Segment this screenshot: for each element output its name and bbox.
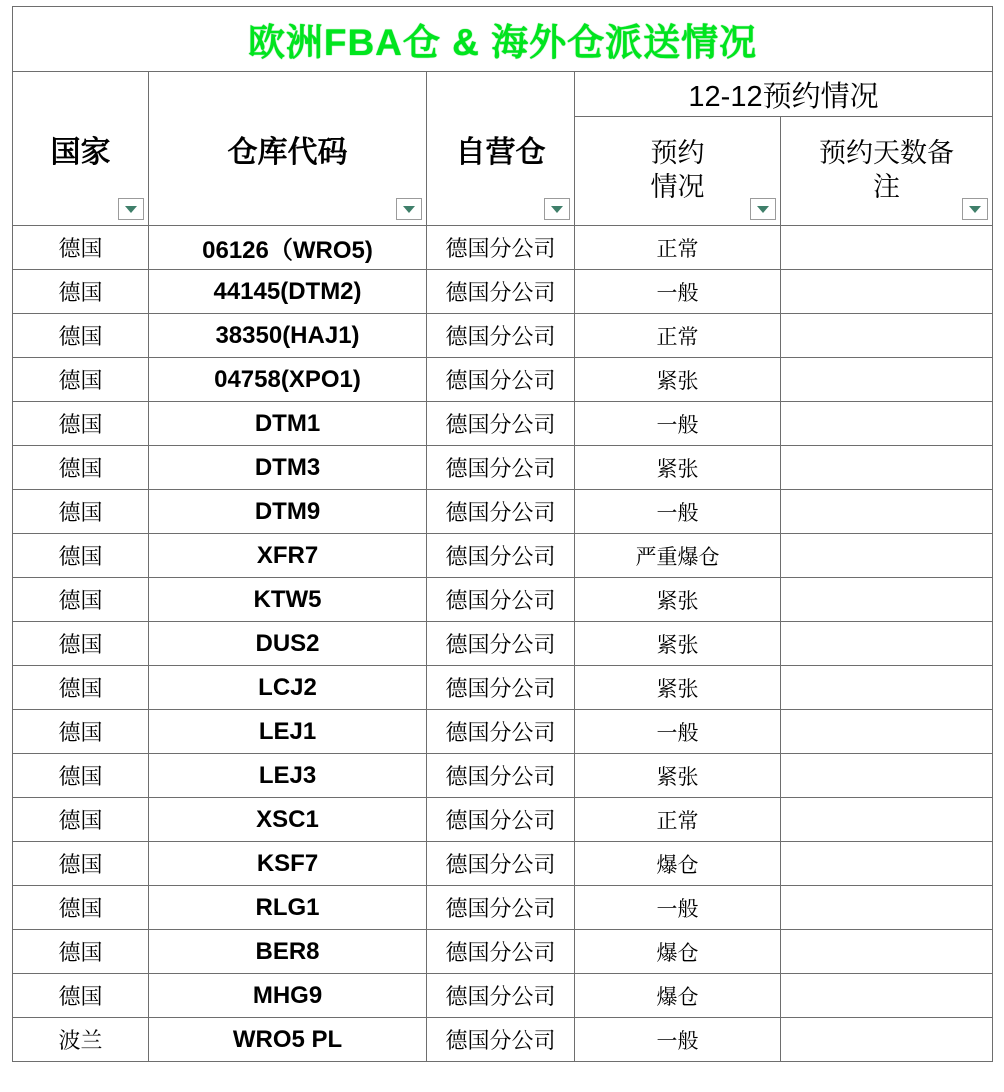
cell-self-warehouse: 德国分公司 [427, 798, 575, 842]
table-row [13, 534, 993, 578]
cell-warehouse-code: LCJ2 [149, 666, 427, 710]
cell-booking-days-note [781, 974, 993, 1018]
cell-country: 德国 [13, 622, 149, 666]
cell-warehouse-code: 38350(HAJ1) [149, 314, 427, 358]
cell-country: 德国 [13, 534, 149, 578]
table-row [13, 842, 993, 886]
cell-self-warehouse: 德国分公司 [427, 226, 575, 270]
cell-self-warehouse: 德国分公司 [427, 622, 575, 666]
table-row [13, 490, 993, 534]
header-booking-status-line2: 情况 [650, 172, 705, 202]
cell-booking-days-note [781, 930, 993, 974]
cell-booking-status: 爆仓 [575, 974, 781, 1018]
cell-booking-status: 一般 [575, 1018, 781, 1062]
cell-booking-status: 正常 [575, 798, 781, 842]
cell-booking-days-note [781, 446, 993, 490]
header-warehouse-code-label: 仓库代码 [227, 135, 348, 169]
cell-warehouse-code: DTM3 [149, 446, 427, 490]
cell-booking-days-note [781, 842, 993, 886]
cell-country: 德国 [13, 886, 149, 930]
cell-booking-status: 正常 [575, 314, 781, 358]
cell-booking-days-note [781, 798, 993, 842]
cell-booking-status: 一般 [575, 402, 781, 446]
table-row [13, 930, 993, 974]
cell-warehouse-code: BER8 [149, 930, 427, 974]
header-self-warehouse [427, 72, 575, 226]
table-row [13, 666, 993, 710]
title-row [13, 7, 993, 72]
cell-warehouse-code: DUS2 [149, 622, 427, 666]
warehouse-status-table [12, 6, 993, 1062]
cell-self-warehouse: 德国分公司 [427, 358, 575, 402]
cell-warehouse-code: LEJ3 [149, 754, 427, 798]
cell-country: 德国 [13, 226, 149, 270]
cell-self-warehouse: 德国分公司 [427, 314, 575, 358]
cell-booking-days-note [781, 578, 993, 622]
cell-booking-days-note [781, 1018, 993, 1062]
table-row [13, 446, 993, 490]
cell-warehouse-code: KTW5 [149, 578, 427, 622]
cell-booking-days-note [781, 270, 993, 314]
table-row [13, 578, 993, 622]
table-row [13, 402, 993, 446]
cell-warehouse-code: 44145(DTM2) [149, 270, 427, 314]
cell-booking-days-note [781, 754, 993, 798]
cell-booking-status: 一般 [575, 490, 781, 534]
cell-country: 德国 [13, 754, 149, 798]
cell-warehouse-code: MHG9 [149, 974, 427, 1018]
cell-country: 德国 [13, 710, 149, 754]
filter-dropdown-icon-self[interactable] [544, 198, 570, 220]
cell-self-warehouse: 德国分公司 [427, 578, 575, 622]
cell-country: 波兰 [13, 1018, 149, 1062]
table-body [13, 226, 993, 1062]
table-row [13, 622, 993, 666]
cell-booking-days-note [781, 622, 993, 666]
header-booking-days-note-line1: 预约天数备 [819, 138, 954, 169]
cell-self-warehouse: 德国分公司 [427, 842, 575, 886]
cell-country: 德国 [13, 314, 149, 358]
header-country-label: 国家 [50, 135, 111, 169]
cell-country: 德国 [13, 446, 149, 490]
page-title: 欧洲FBA仓 & 海外仓派送情况 [13, 7, 993, 72]
cell-country: 德国 [13, 974, 149, 1018]
cell-self-warehouse: 德国分公司 [427, 490, 575, 534]
cell-booking-status: 紧张 [575, 446, 781, 490]
header-booking-group: 12-12预约情况 [575, 72, 993, 117]
cell-booking-days-note [781, 886, 993, 930]
cell-country: 德国 [13, 402, 149, 446]
cell-booking-status: 紧张 [575, 666, 781, 710]
cell-self-warehouse: 德国分公司 [427, 446, 575, 490]
cell-booking-status: 爆仓 [575, 842, 781, 886]
cell-booking-status: 紧张 [575, 754, 781, 798]
table-row [13, 886, 993, 930]
cell-country: 德国 [13, 490, 149, 534]
cell-self-warehouse: 德国分公司 [427, 1018, 575, 1062]
table-row [13, 1018, 993, 1062]
filter-dropdown-icon-country[interactable] [118, 198, 144, 220]
table-row [13, 754, 993, 798]
cell-booking-days-note [781, 314, 993, 358]
header-country [13, 72, 149, 226]
cell-booking-status: 一般 [575, 710, 781, 754]
table-row [13, 798, 993, 842]
table-row [13, 226, 993, 270]
cell-booking-days-note [781, 666, 993, 710]
cell-country: 德国 [13, 270, 149, 314]
cell-self-warehouse: 德国分公司 [427, 270, 575, 314]
header-booking-days-note [781, 117, 993, 226]
cell-self-warehouse: 德国分公司 [427, 754, 575, 798]
cell-warehouse-code: XFR7 [149, 534, 427, 578]
header-self-warehouse-label: 自营仓 [455, 135, 546, 169]
cell-booking-status: 爆仓 [575, 930, 781, 974]
cell-warehouse-code: XSC1 [149, 798, 427, 842]
cell-booking-status: 严重爆仓 [575, 534, 781, 578]
cell-booking-days-note [781, 490, 993, 534]
cell-warehouse-code: RLG1 [149, 886, 427, 930]
cell-booking-days-note [781, 358, 993, 402]
cell-booking-days-note [781, 534, 993, 578]
cell-self-warehouse: 德国分公司 [427, 886, 575, 930]
filter-dropdown-icon-code[interactable] [396, 198, 422, 220]
cell-country: 德国 [13, 842, 149, 886]
cell-country: 德国 [13, 798, 149, 842]
cell-warehouse-code: 04758(XPO1) [149, 358, 427, 402]
cell-warehouse-code: DTM9 [149, 490, 427, 534]
header-booking-days-note-line2: 注 [873, 172, 900, 202]
cell-booking-status: 正常 [575, 226, 781, 270]
cell-warehouse-code: WRO5 PL [149, 1018, 427, 1062]
cell-booking-days-note [781, 226, 993, 270]
cell-booking-status: 紧张 [575, 578, 781, 622]
cell-country: 德国 [13, 666, 149, 710]
cell-booking-days-note [781, 710, 993, 754]
cell-warehouse-code: LEJ1 [149, 710, 427, 754]
cell-booking-status: 一般 [575, 270, 781, 314]
cell-self-warehouse: 德国分公司 [427, 666, 575, 710]
cell-booking-status: 一般 [575, 886, 781, 930]
cell-booking-days-note [781, 402, 993, 446]
cell-self-warehouse: 德国分公司 [427, 974, 575, 1018]
header-row-top [13, 72, 993, 117]
header-warehouse-code [149, 72, 427, 226]
cell-warehouse-code: KSF7 [149, 842, 427, 886]
table-row [13, 358, 993, 402]
cell-warehouse-code: DTM1 [149, 402, 427, 446]
header-booking-status [575, 117, 781, 226]
cell-country: 德国 [13, 358, 149, 402]
cell-self-warehouse: 德国分公司 [427, 710, 575, 754]
cell-country: 德国 [13, 930, 149, 974]
cell-self-warehouse: 德国分公司 [427, 402, 575, 446]
cell-warehouse-code: 06126（WRO5) [149, 226, 427, 270]
cell-country: 德国 [13, 578, 149, 622]
filter-dropdown-icon-status[interactable] [750, 198, 776, 220]
table-row [13, 974, 993, 1018]
filter-dropdown-icon-note[interactable] [962, 198, 988, 220]
table-row [13, 270, 993, 314]
cell-booking-status: 紧张 [575, 358, 781, 402]
table-row [13, 710, 993, 754]
cell-self-warehouse: 德国分公司 [427, 930, 575, 974]
table-row [13, 314, 993, 358]
cell-booking-status: 紧张 [575, 622, 781, 666]
cell-self-warehouse: 德国分公司 [427, 534, 575, 578]
header-booking-status-line1: 预约 [650, 138, 705, 169]
